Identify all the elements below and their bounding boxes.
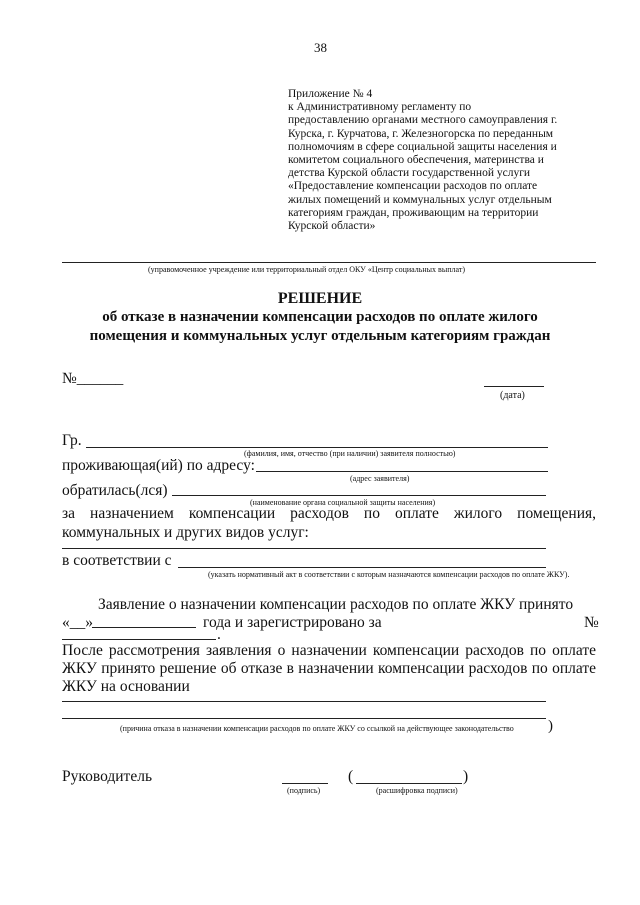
purpose-line2: коммунальных и других видов услуг: xyxy=(62,524,309,541)
application-year-text: года и зарегистрировано за xyxy=(203,614,382,631)
application-no: № xyxy=(584,614,599,631)
applied-line[interactable] xyxy=(172,495,546,496)
date-line xyxy=(484,386,544,387)
reason-line2[interactable] xyxy=(62,718,546,719)
appendix-line: к Административному регламенту по xyxy=(288,101,472,114)
decode-line[interactable] xyxy=(356,783,462,784)
application-date-line[interactable] xyxy=(92,627,196,628)
reason-caption: (причина отказа в назначении компенсации расходов по оплате ЖКУ со ссылкой на действующее законодательство xyxy=(120,724,514,733)
purpose-line1: за назначением компенсации расходов по оплате жилого помещения, xyxy=(62,505,596,522)
accordance-caption: (указать нормативный акт в соответствии с которым назначаются компенсации расходов по оплате ЖКУ). xyxy=(208,570,570,579)
reason-line1[interactable] xyxy=(62,701,546,702)
citizen-caption: (фамилия, имя, отчество (при наличии) заявителя полностью) xyxy=(244,449,456,458)
address-label: проживающая(ий) по адресу: xyxy=(62,457,255,474)
application-dot: . xyxy=(217,626,221,643)
appendix-block xyxy=(288,88,557,233)
appendix-line: категориям граждан, проживающим на территории xyxy=(288,206,539,219)
application-line1: Заявление о назначении компенсации расходов по оплате ЖКУ принято xyxy=(98,596,574,613)
org-line xyxy=(62,262,596,263)
appendix-line: «Предоставление компенсации расходов по оплате xyxy=(288,180,538,193)
accordance-line[interactable] xyxy=(178,567,546,568)
services-line[interactable] xyxy=(62,548,546,549)
signature-line[interactable] xyxy=(282,783,328,784)
address-line[interactable] xyxy=(256,471,548,472)
appendix-line: предоставлению органами местного самоуправления г. xyxy=(288,114,558,127)
application-quote: «__» xyxy=(62,614,93,631)
appendix-line: полномочиям в сфере социальной защиты населения и xyxy=(288,140,557,153)
reason-paren: ) xyxy=(548,718,553,734)
page-number: 38 xyxy=(314,40,327,55)
appendix-line: жилых помещений и коммунальных услуг отдельным xyxy=(288,193,552,206)
appendix-line: детства Курской области государственной услуги xyxy=(288,167,531,180)
number-field: №______ xyxy=(62,370,124,387)
application-reg-line[interactable] xyxy=(62,639,216,640)
decision-line1: После рассмотрения заявления о назначении компенсации расходов по оплате xyxy=(62,642,596,659)
decode-open-paren: ( xyxy=(348,768,354,785)
date-caption: (дата) xyxy=(500,390,525,401)
citizen-label: Гр. xyxy=(62,432,82,449)
document-subtitle-line2: помещения и коммунальных услуг отдельным категориям граждан xyxy=(89,328,551,344)
address-caption: (адрес заявителя) xyxy=(350,474,410,483)
citizen-line[interactable] xyxy=(86,447,548,448)
applied-caption: (наименование органа социальной защиты населения) xyxy=(250,498,436,507)
decode-close-paren: ) xyxy=(463,768,469,785)
accordance-label: в соответствии с xyxy=(62,552,172,569)
document-subtitle-line1: об отказе в назначении компенсации расходов по оплате жилого xyxy=(102,309,538,325)
decision-line2: ЖКУ принято решение об отказе в назначении компенсации расходов по оплате xyxy=(62,660,596,677)
appendix-line: Курской области» xyxy=(288,220,376,233)
document-title: РЕШЕНИЕ xyxy=(277,290,363,307)
applied-label: обратилась(лся) xyxy=(62,482,168,499)
appendix-line: комитетом социального обеспечения, материнства и xyxy=(288,154,544,167)
decode-caption: (расшифровка подписи) xyxy=(376,786,458,795)
org-caption: (управомоченное учреждение или территориальный отдел ОКУ «Центр социальных выплат) xyxy=(148,265,465,274)
appendix-line: Курска, г. Курчатова, г. Железногорска по переданным xyxy=(288,127,554,140)
head-label: Руководитель xyxy=(62,768,153,785)
decision-line3: ЖКУ на основании xyxy=(62,678,190,695)
signature-caption: (подпись) xyxy=(287,786,321,795)
appendix-line: Приложение № 4 xyxy=(288,88,373,100)
